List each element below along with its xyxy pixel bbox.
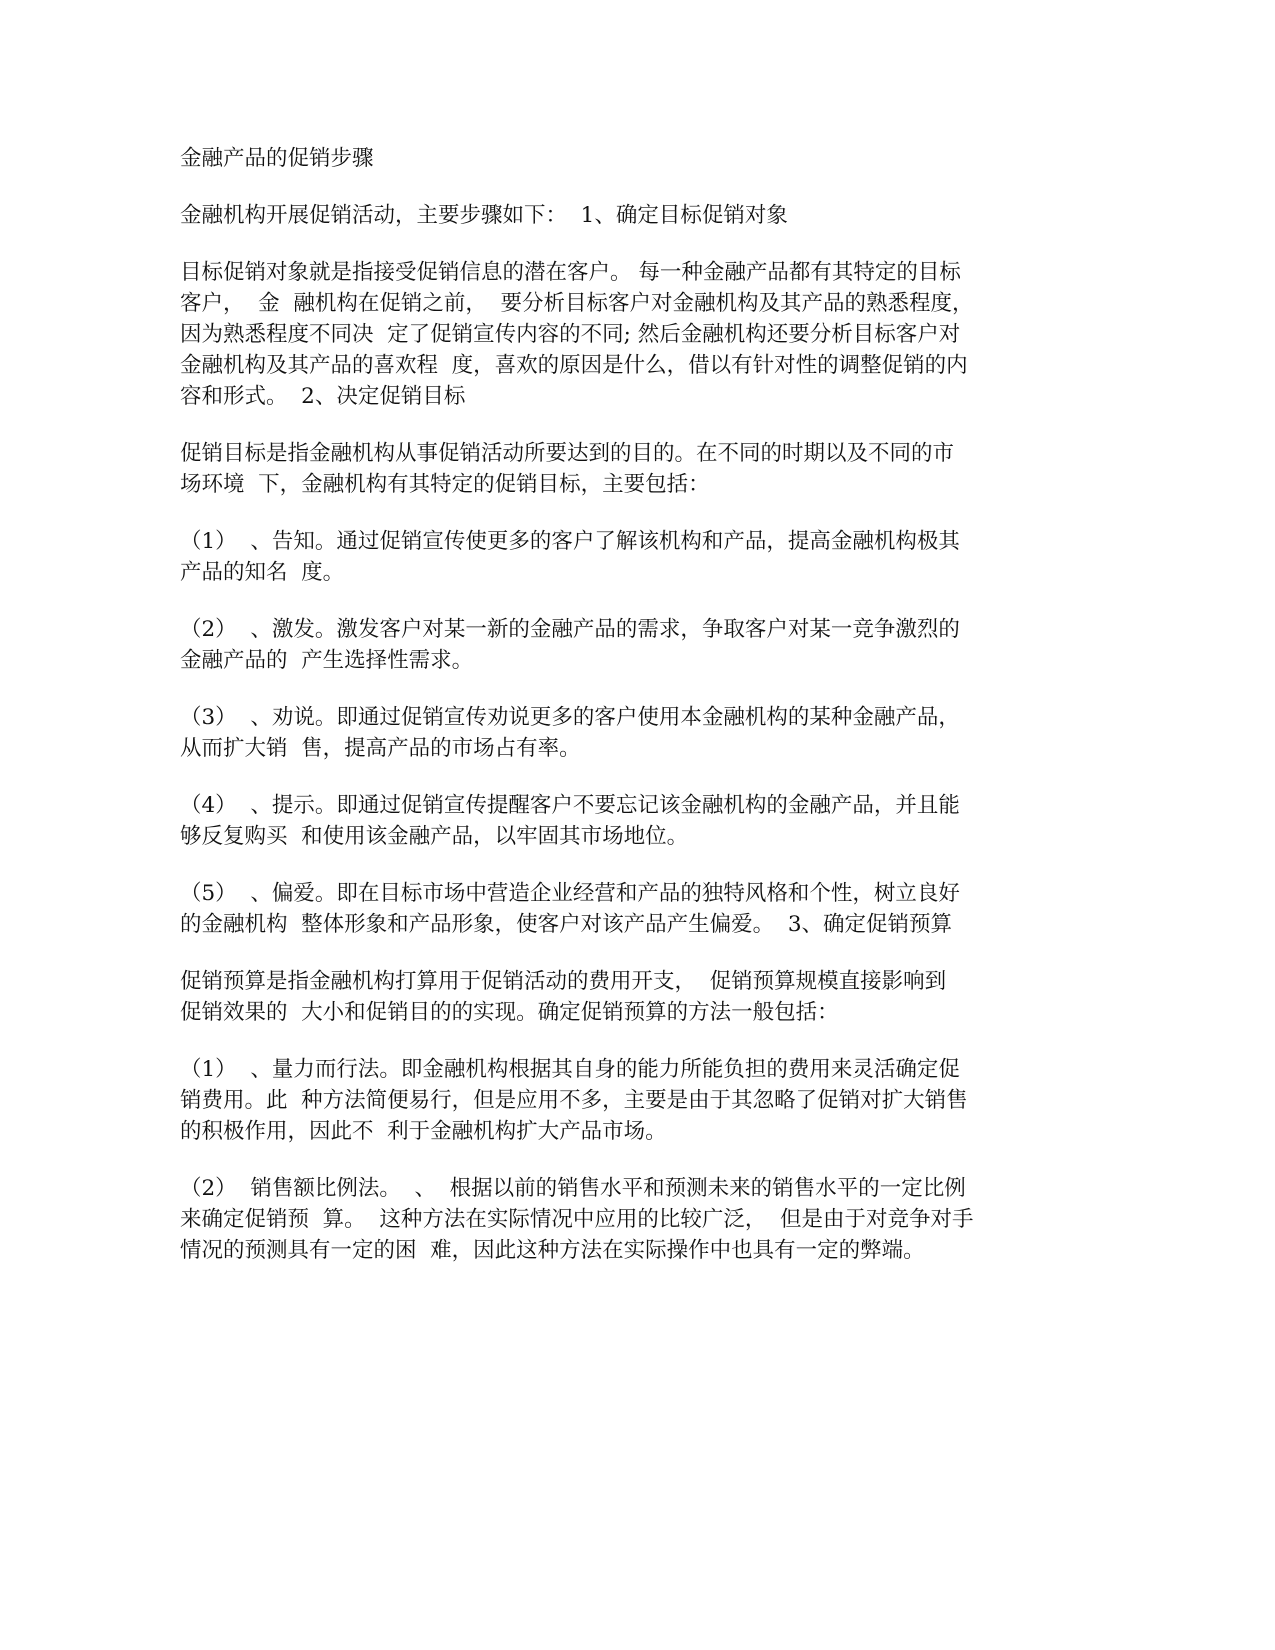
paragraph-line: 容和形式。 2、决定促销目标 <box>180 384 466 409</box>
paragraph <box>180 966 1060 1028</box>
paragraph-line: 从而扩大销 售，提高产品的市场占有率。 <box>180 736 581 761</box>
document-body <box>180 200 1060 1266</box>
paragraph-line: 产品的知名 度。 <box>180 560 345 585</box>
paragraph <box>180 526 1060 588</box>
paragraph <box>180 790 1060 852</box>
paragraph <box>180 614 1060 676</box>
paragraph <box>180 702 1060 764</box>
paragraph-line: 目标促销对象就是指接受促销信息的潜在客户。 每一种金融产品都有其特定的目标 <box>180 260 961 285</box>
paragraph-line: 够反复购买 和使用该金融产品，以牢固其市场地位。 <box>180 824 689 849</box>
paragraph-line: （4） 、提示。即通过促销宣传提醒客户不要忘记该金融机构的金融产品，并且能 <box>180 793 960 818</box>
paragraph <box>180 1173 1060 1266</box>
paragraph-line: 促销效果的 大小和促销目的的实现。确定促销预算的方法一般包括： <box>180 1000 839 1025</box>
paragraph-line: 因为熟悉程度不同决 定了促销宣传内容的不同; 然后金融机构还要分析目标客户对 <box>180 322 961 347</box>
paragraph-line: 金融产品的 产生选择性需求。 <box>180 648 474 673</box>
paragraph-line: 的金融机构 整体形象和产品形象，使客户对该产品产生偏爱。 3、确定促销预算 <box>180 912 953 937</box>
paragraph-line: 情况的预测具有一定的困 难，因此这种方法在实际操作中也具有一定的弊端。 <box>180 1238 925 1263</box>
paragraph-line: （3） 、劝说。即通过促销宣传劝说更多的客户使用本金融机构的某种金融产品， <box>180 705 960 730</box>
paragraph <box>180 257 1060 412</box>
paragraph <box>180 1054 1060 1147</box>
paragraph-line: 金融机构及其产品的喜欢程 度，喜欢的原因是什么，借以有针对性的调整促销的内 <box>180 353 968 378</box>
paragraph <box>180 200 1060 231</box>
paragraph-line: （5） 、偏爱。即在目标市场中营造企业经营和产品的独特风格和个性，树立良好 <box>180 881 960 906</box>
paragraph-line: 金融机构开展促销活动，主要步骤如下： 1、确定目标促销对象 <box>180 203 788 228</box>
document-page <box>180 143 1060 1292</box>
paragraph-line: 客户， 金 融机构在促销之前， 要分析目标客户对金融机构及其产品的熟悉程度， <box>180 291 974 316</box>
paragraph-line: （2） 、激发。激发客户对某一新的金融产品的需求，争取客户对某一竞争激烈的 <box>180 617 960 642</box>
paragraph-line: 促销预算是指金融机构打算用于促销活动的费用开支， 促销预算规模直接影响到 <box>180 969 947 994</box>
paragraph-line: 场环境 下，金融机构有其特定的促销目标，主要包括： <box>180 472 710 497</box>
paragraph <box>180 878 1060 940</box>
paragraph-line: 来确定促销预 算。 这种方法在实际情况中应用的比较广泛， 但是由于对竞争对手 <box>180 1207 974 1232</box>
paragraph-line: 的积极作用，因此不 利于金融机构扩大产品市场。 <box>180 1119 667 1144</box>
paragraph-line: （2） 销售额比例法。 、 根据以前的销售水平和预测未来的销售水平的一定比例 <box>180 1176 966 1201</box>
paragraph-line: （1） 、告知。通过促销宣传使更多的客户了解该机构和产品，提高金融机构极其 <box>180 529 960 554</box>
document-title: 金融产品的促销步骤 <box>180 146 374 171</box>
paragraph-line: 销费用。此 种方法简便易行，但是应用不多，主要是由于其忽略了促销对扩大销售 <box>180 1088 968 1113</box>
paragraph <box>180 438 1060 500</box>
paragraph-line: 促销目标是指金融机构从事促销活动所要达到的目的。在不同的时期以及不同的市 <box>180 441 955 466</box>
paragraph-line: （1） 、量力而行法。即金融机构根据其自身的能力所能负担的费用来灵活确定促 <box>180 1057 960 1082</box>
